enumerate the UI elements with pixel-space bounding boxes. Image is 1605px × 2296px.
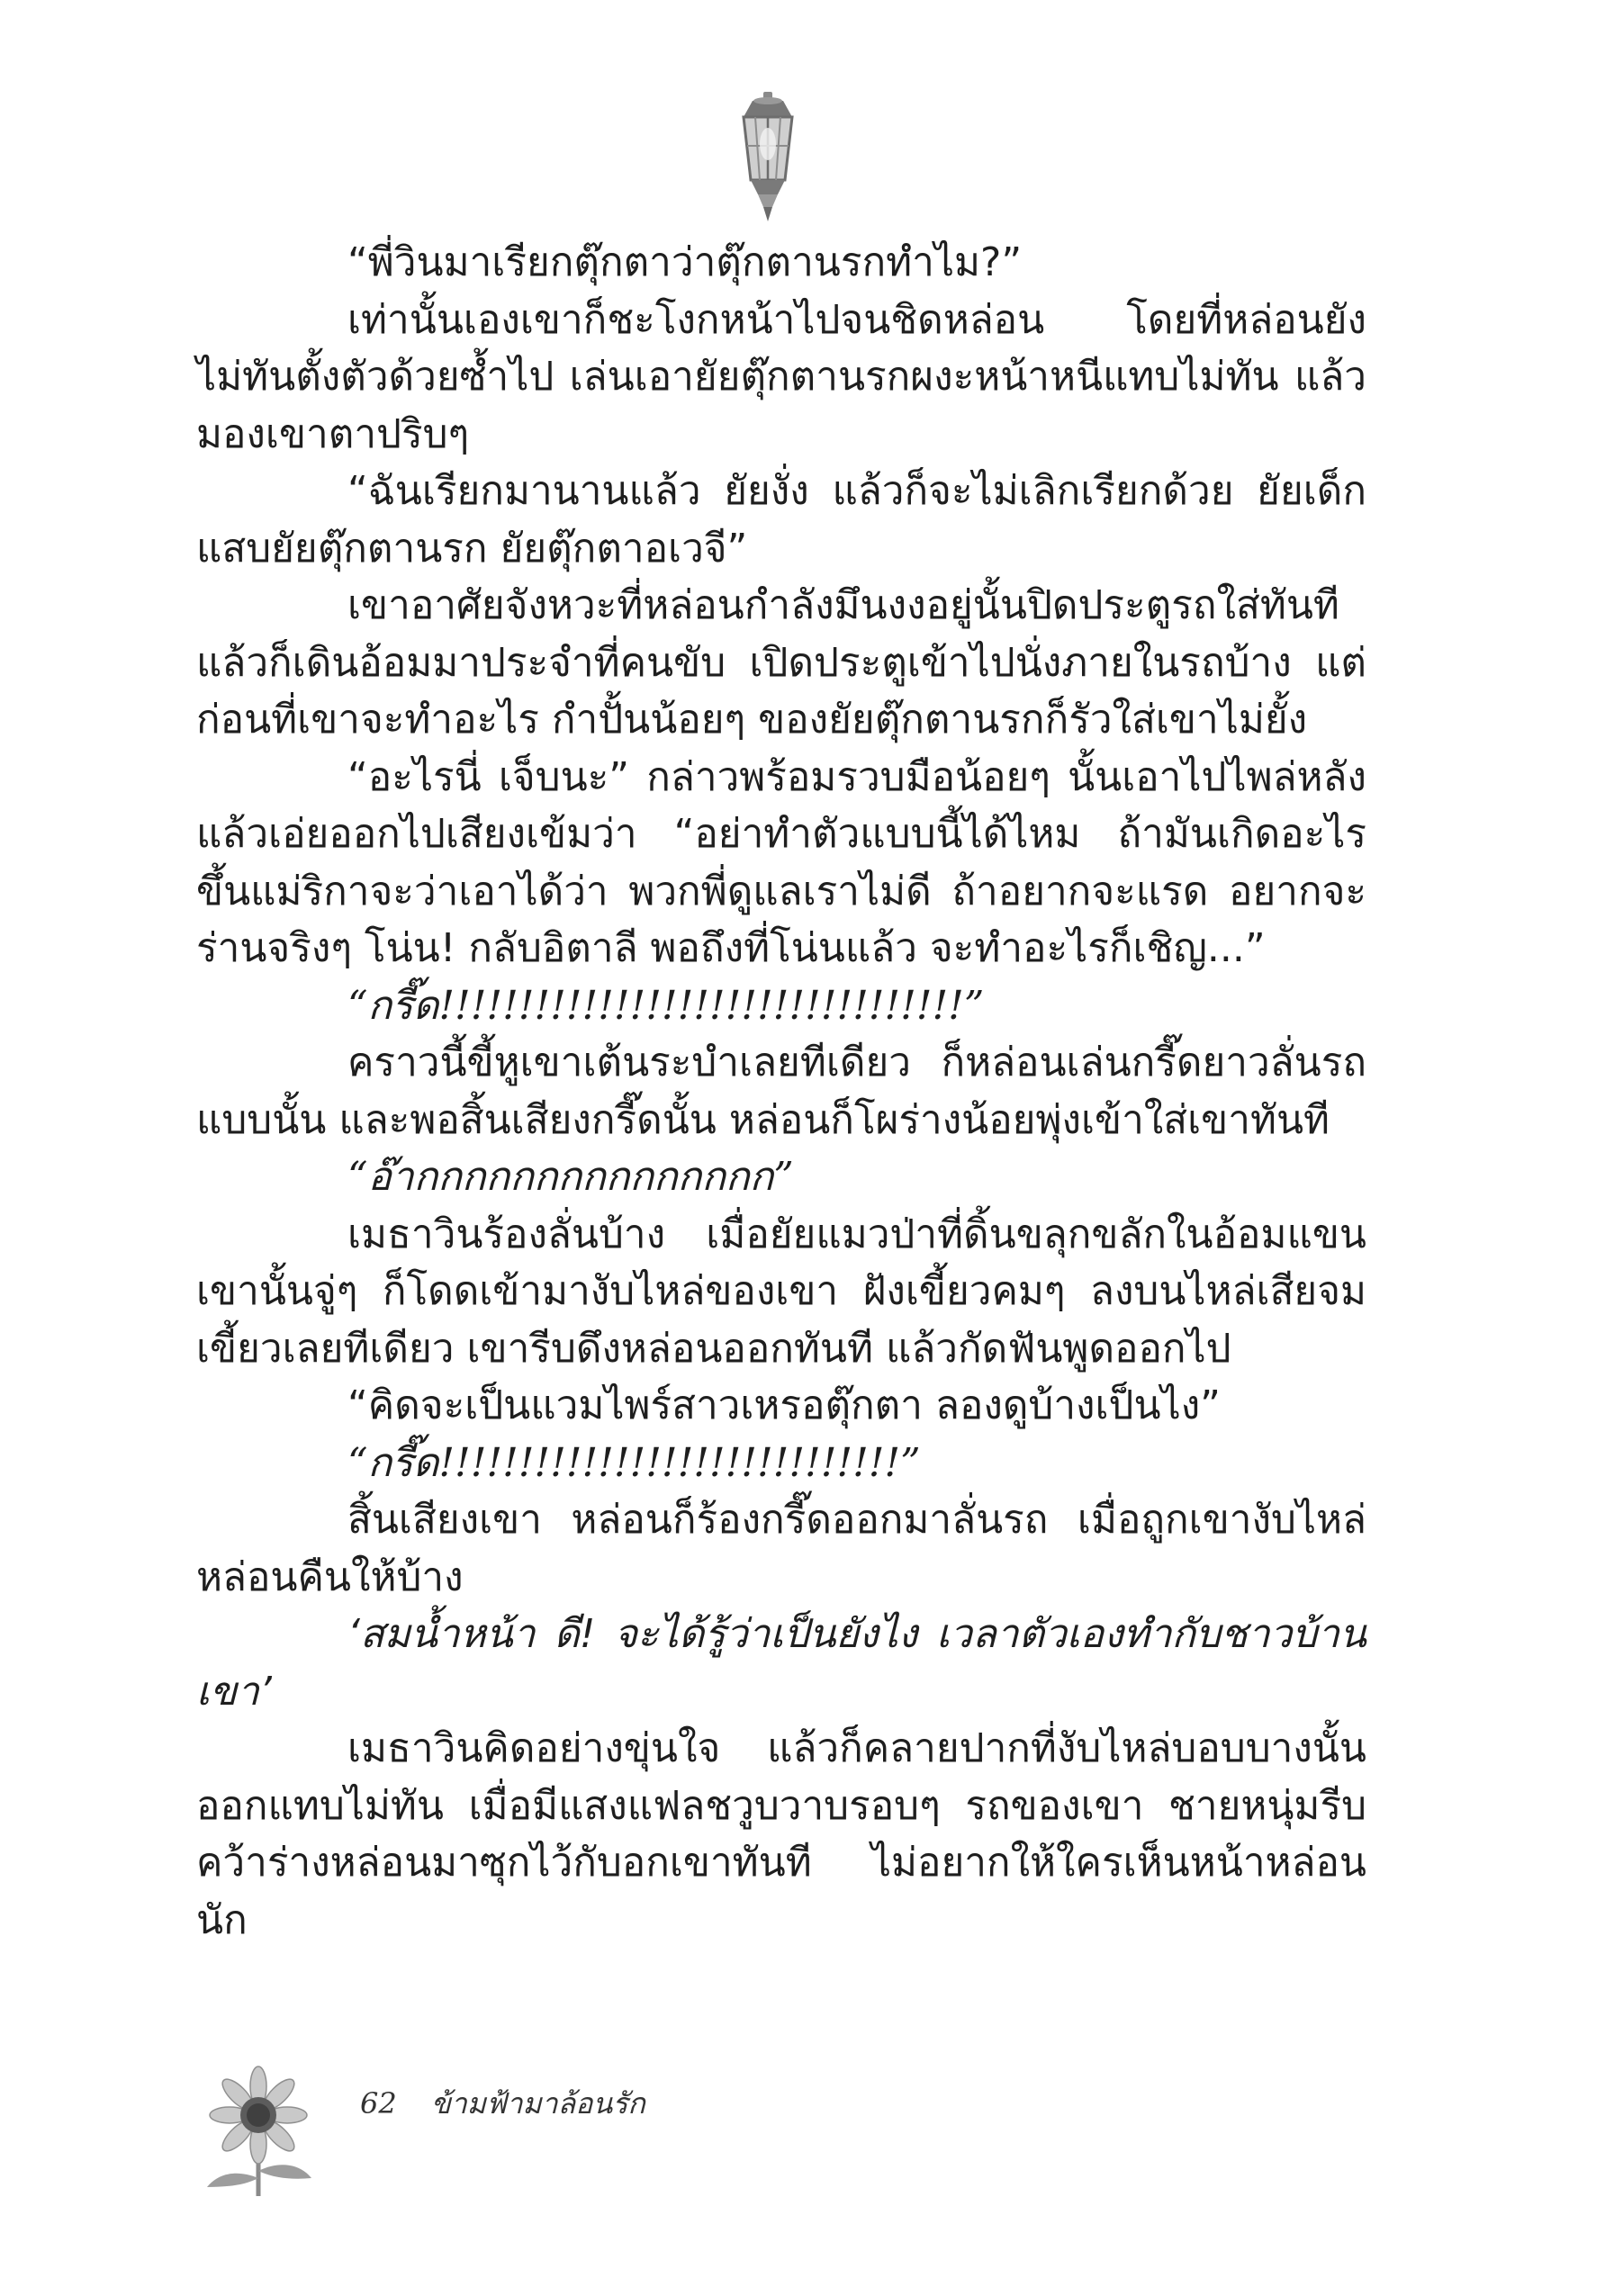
paragraph: “ฉันเรียกมานานแล้ว ยัยงั่ง แล้วก็จะไม่เลิกเรียกด้วย ยัยเด็กแสบยัยตุ๊กตานรก ยัยตุ๊กตาอเวจี” (196, 468, 1366, 572)
sunflower-icon (191, 2061, 326, 2196)
paragraph: “คิดจะเป็นแวมไพร์สาวเหรอตุ๊กตา ลองดูบ้างเป็นไง” (347, 1382, 1221, 1428)
paragraph: เท่านั้นเองเขาก็ชะโงกหน้าไปจนชิดหล่อน โดยที่หล่อนยังไม่ทันตั้งตัวด้วยซ้ำไป เล่นเอายัยตุ๊กตานรกผงะหน้าหนีแทบไม่ทัน แล้วมองเขาตาปริบๆ (196, 296, 1366, 457)
page-number: 62 (360, 2086, 397, 2120)
paragraph: เขาอาศัยจังหวะที่หล่อนกำลังมึนงงอยู่นั้นปิดประตูรถใส่ทันทีแล้วก็เดินอ้อมมาประจำที่คนขับ เปิดประตูเข้าไปนั่งภายในรถบ้าง แต่ก่อนที่เขาจะทำอะไร กำปั้นน้อยๆ ของยัยตุ๊กตานรกก็รัวใส่เขาไม่ยั้ง (196, 582, 1366, 743)
book-title: ข้ามฟ้ามาล้อนรัก (430, 2086, 645, 2120)
paragraph: เมธาวินร้องลั่นบ้าง เมื่อยัยแมวป่าที่ดิ้นขลุกขลักในอ้อมแขนเขานั้นจู่ๆ ก็โดดเข้ามางับไหล่ของเขา ฝังเขี้ยวคมๆ ลงบนไหล่เสียจมเขี้ยวเลยทีเดียว เขารีบดึงหล่อนออกทันที แล้วกัดฟันพูดออกไป (196, 1211, 1366, 1372)
sound-effect-line: “กรี๊ด!!!!!!!!!!!!!!!!!!!!!!!!!!!!!!!!!” (347, 982, 985, 1029)
paragraph: “พี่วินมาเรียกตุ๊กตาว่าตุ๊กตานรกทำไม?” (347, 239, 1023, 285)
sound-effect-line: “อ๊ากกกกกกกกกกกกกกก” (347, 1154, 794, 1200)
paragraph: “อะไรนี่ เจ็บนะ” กล่าวพร้อมรวบมือน้อยๆ นั้นเอาไปไพล่หลังแล้วเอ่ยออกไปเสียงเข้มว่า “อย่าทำตัวแบบนี้ได้ไหม ถ้ามันเกิดอะไรขึ้นแม่ริกาจะว่าเอาได้ว่า พวกพี่ดูแลเราไม่ดี ถ้าอยากจะแรด อยากจะร่านจริงๆ โน่น! กลับอิตาลี พอถึงที่โน่นแล้ว จะทำอะไรก็เชิญ...” (196, 753, 1366, 971)
inner-thought-line: ‘สมน้ำหน้า ดี! จะได้รู้ว่าเป็นยังไง เวลาตัวเองทำกับชาวบ้านเขา’ (196, 1611, 1366, 1715)
paragraph: เมธาวินคิดอย่างขุ่นใจ แล้วก็คลายปากที่งับไหล่บอบบางนั้นออกแทบไม่ทัน เมื่อมีแสงแฟลชวูบวาบรอบๆ รถของเขา ชายหนุ่มรีบคว้าร่างหล่อนมาซุกไว้กับอกเขาทันที ไม่อยากให้ใครเห็นหน้าหล่อนนัก (196, 1725, 1366, 1943)
sound-effect-line: “กรี๊ด!!!!!!!!!!!!!!!!!!!!!!!!!!!!!” (347, 1439, 921, 1486)
body-text (196, 234, 1366, 1949)
page-footer (196, 2061, 1366, 2196)
folio (360, 2081, 645, 2127)
paragraph: สิ้นเสียงเขา หล่อนก็ร้องกรี๊ดออกมาลั่นรถ เมื่อถูกเขางับไหล่หล่อนคืนให้บ้าง (196, 1497, 1366, 1600)
lantern-icon (727, 90, 808, 225)
paragraph: คราวนี้ขี้หูเขาเต้นระบำเลยทีเดียว ก็หล่อนเล่นกรี๊ดยาวลั่นรถแบบนั้น และพอสิ้นเสียงกรี๊ดนั้น หล่อนก็โผร่างน้อยพุ่งเข้าใส่เขาทันที (196, 1040, 1366, 1143)
